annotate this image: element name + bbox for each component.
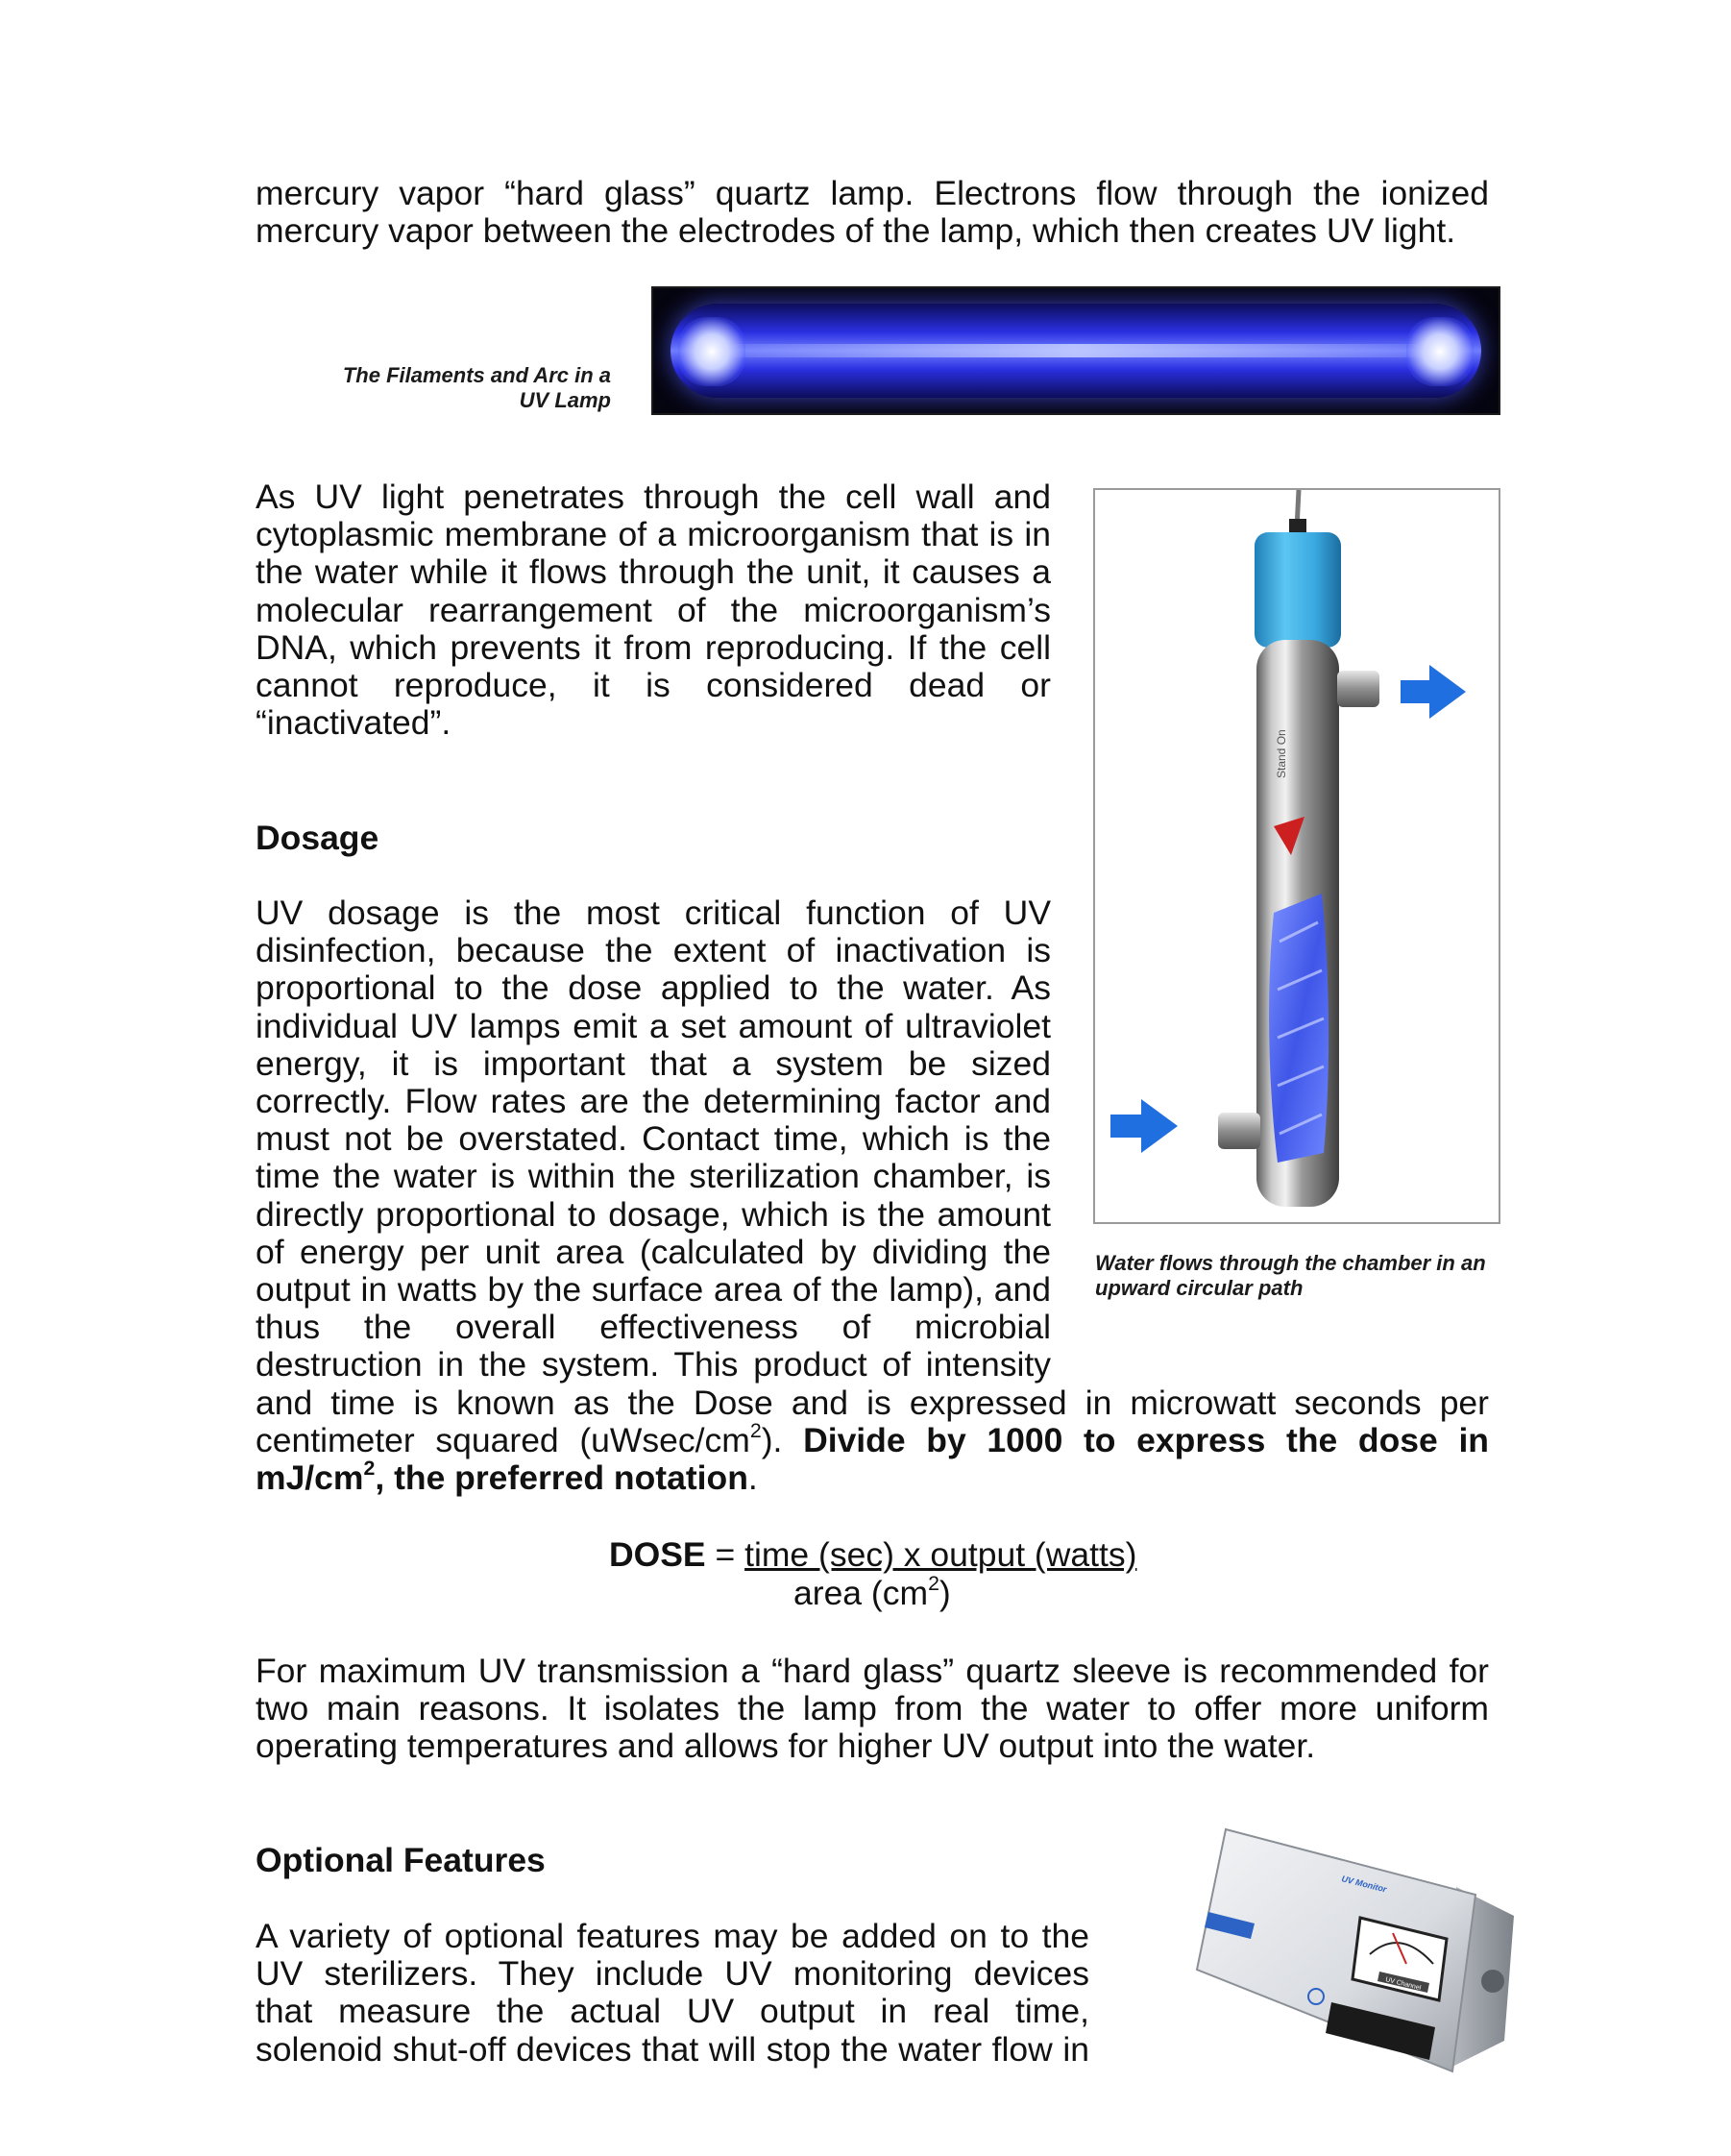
uv-lamp-image bbox=[651, 286, 1500, 415]
paragraph-dna bbox=[256, 478, 1051, 742]
formula-label: DOSE bbox=[609, 1535, 706, 1574]
text-line: that measure the actual UV output in real time, bbox=[256, 1992, 1089, 2031]
text-line: cannot reproduce, it is considered dead or bbox=[256, 666, 1051, 705]
text-line: correctly. Flow rates are the determining factor and bbox=[256, 1082, 1051, 1121]
sterilizer-label: Stand On bbox=[1275, 729, 1288, 778]
bold-run bbox=[256, 1458, 748, 1497]
heading-dosage: Dosage bbox=[256, 819, 379, 857]
dose-formula bbox=[609, 1535, 1137, 1612]
text-line: As UV light penetrates through the cell wall and bbox=[256, 478, 1051, 516]
text-line: proportional to the dose applied to the water. As bbox=[256, 968, 1051, 1008]
text-line: thus the overall effectiveness of microbial bbox=[256, 1308, 1051, 1347]
text-line: disinfection, because the extent of inactivation is bbox=[256, 931, 1051, 970]
sterilizer-caption bbox=[1095, 1251, 1518, 1301]
sterilizer-illustration bbox=[1095, 490, 1499, 1222]
text-run: centimeter squared (uWsec/cm bbox=[256, 1420, 750, 1459]
text-line: time the water is within the sterilization chamber, is bbox=[256, 1157, 1051, 1196]
formula-equals: = bbox=[705, 1535, 745, 1574]
uv-monitor-image bbox=[1187, 1820, 1525, 2089]
caption-line: UV Lamp bbox=[519, 388, 611, 412]
text-line: UV sterilizers. They include UV monitoring devices bbox=[256, 1954, 1089, 1994]
caption-line: upward circular path bbox=[1095, 1276, 1304, 1300]
monitor-title: UV Monitor bbox=[1340, 1874, 1388, 1895]
text-line: solenoid shut-off devices that will stop the water flow in bbox=[256, 2029, 1089, 2069]
text-run: area (cm bbox=[793, 1574, 929, 1612]
text-line: cytoplasmic membrane of a microorganism that is in bbox=[256, 515, 1051, 554]
text-line: must not be overstated. Contact time, which is the bbox=[256, 1119, 1051, 1159]
filament-left bbox=[678, 317, 745, 386]
text-line: DNA, which prevents it from reproducing. If the cell bbox=[256, 627, 1051, 667]
text-line bbox=[256, 1459, 1489, 1497]
text-run: . bbox=[747, 1458, 758, 1498]
uv-monitor-illustration bbox=[1187, 1820, 1525, 2089]
text-line: of energy per unit area (calculated by dividing the bbox=[256, 1232, 1051, 1271]
text-line: output in watts by the surface area of the lamp), and bbox=[256, 1270, 1051, 1310]
text-line: destruction in the system. This product of intensity bbox=[256, 1345, 1051, 1384]
formula-denominator bbox=[793, 1574, 951, 1612]
text-line: and time is known as the Dose and is expressed in microwatt seconds per bbox=[256, 1383, 1489, 1422]
formula-numerator: time (sec) x output (watts) bbox=[744, 1535, 1137, 1574]
text-line: mercury vapor “hard glass” quartz lamp. Electrons flow through the ionized bbox=[256, 174, 1489, 212]
paragraph-quartz-sleeve bbox=[256, 1653, 1489, 1766]
text-line: operating temperatures and allows for higher UV output into the water. bbox=[256, 1727, 1316, 1766]
text-line: directly proportional to dosage, which is the amount bbox=[256, 1194, 1051, 1234]
superscript: 2 bbox=[928, 1572, 939, 1596]
heading-optional-features: Optional Features bbox=[256, 1841, 546, 1879]
text-run: mJ/cm bbox=[256, 1458, 364, 1498]
text-line: individual UV lamps emit a set amount of ultraviolet bbox=[256, 1006, 1051, 1045]
filament-right bbox=[1406, 317, 1474, 386]
text-line: UV dosage is the most critical function of UV bbox=[256, 894, 1051, 932]
paragraph-optional-features bbox=[256, 1918, 1089, 2069]
text-run: ) bbox=[939, 1574, 951, 1612]
text-run: ). bbox=[761, 1420, 783, 1459]
text-line: mercury vapor between the electrodes of the lamp, which then creates UV light. bbox=[256, 211, 1456, 251]
text-line: “inactivated”. bbox=[256, 703, 451, 743]
lamp-arc bbox=[730, 344, 1422, 357]
lamp-caption bbox=[269, 363, 611, 413]
superscript: 2 bbox=[749, 1418, 762, 1442]
text-line: molecular rearrangement of the microorganism’s bbox=[256, 590, 1051, 629]
text-run: , the preferred notation bbox=[375, 1458, 748, 1498]
caption-line: Water flows through the chamber in an bbox=[1095, 1251, 1486, 1275]
text-line: the water while it flows through the unit, it causes a bbox=[256, 552, 1051, 592]
caption-line: The Filaments and Arc in a bbox=[342, 363, 611, 387]
superscript: 2 bbox=[363, 1457, 376, 1481]
monitor-brand: UV Channel bbox=[1384, 1976, 1422, 1993]
text-line: For maximum UV transmission a “hard glass” quartz sleeve is recommended for bbox=[256, 1652, 1489, 1690]
text-line: energy, it is important that a system be sized bbox=[256, 1043, 1051, 1083]
paragraph-lamp-intro bbox=[256, 175, 1489, 250]
text-line bbox=[256, 1418, 1489, 1459]
uv-sterilizer-image bbox=[1093, 488, 1500, 1224]
bold-run: Divide by 1000 to express the dose in bbox=[803, 1420, 1489, 1459]
text-line: two main reasons. It isolates the lamp from the water to offer more uniform bbox=[256, 1689, 1489, 1728]
text-line: A variety of optional features may be added on to the bbox=[256, 1917, 1089, 1955]
